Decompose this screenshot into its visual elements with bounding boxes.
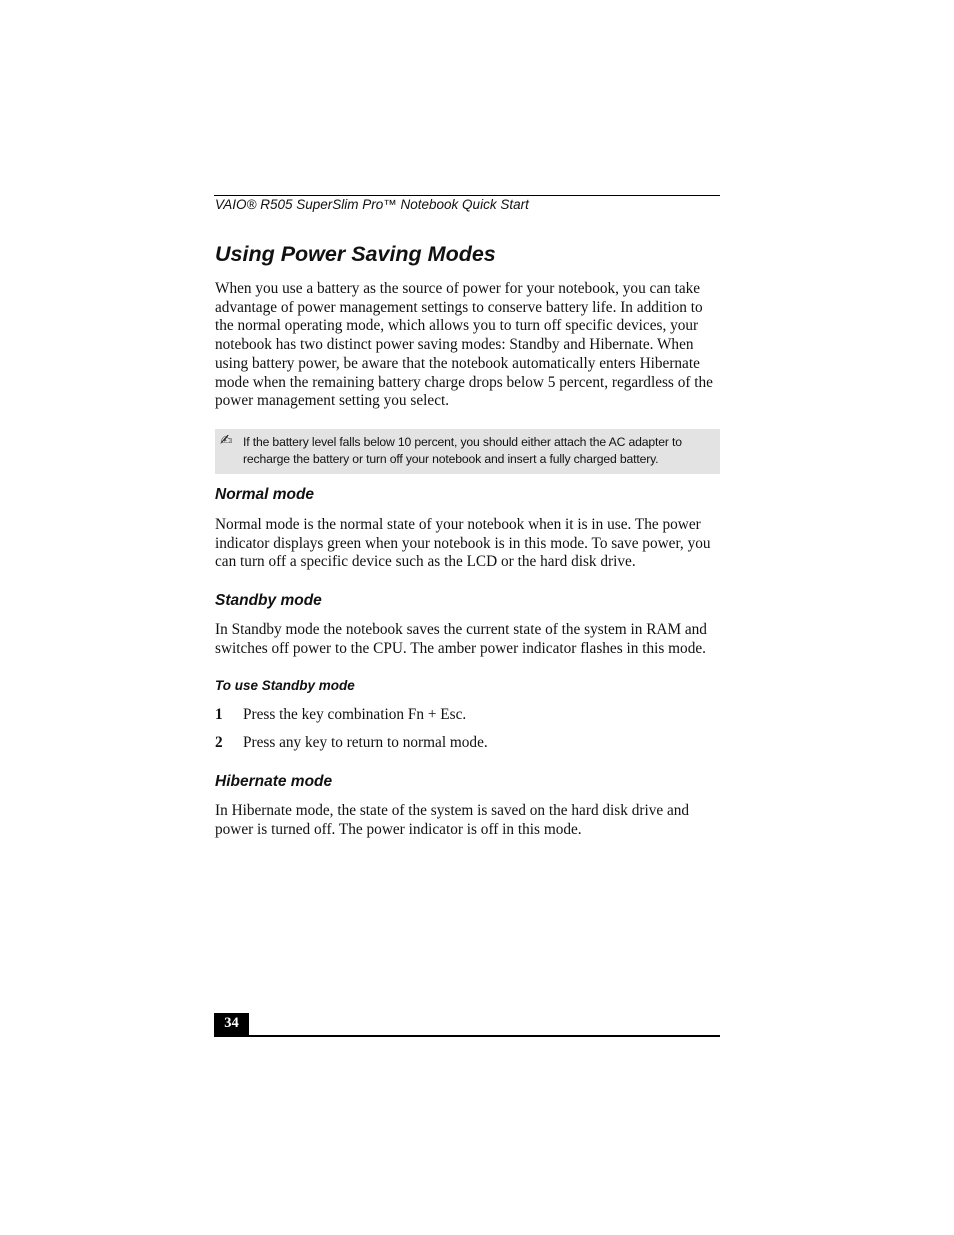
normal-mode-heading: Normal mode [215, 486, 315, 503]
step-text: Press the key combination Fn + Esc. [243, 706, 467, 723]
note-text: If the battery level falls below 10 percent, you should either attach the AC adapter to recharge the battery or turn off your notebook and insert a fully charged battery. [243, 435, 682, 466]
note-box [215, 429, 720, 474]
page-number: 34 [224, 1015, 239, 1031]
hibernate-mode-paragraph: In Hibernate mode, the state of the system is saved on the hard disk drive and power is turned off. The power indicator is off in this mode. [215, 802, 690, 838]
normal-mode-paragraph: Normal mode is the normal state of your notebook when it is in use. The power indicator displays green when your notebook is in this mode. To save power, you can turn off a specific device such as the LCD or the hard disk drive. [215, 516, 711, 571]
page-title: Using Power Saving Modes [215, 242, 496, 266]
standby-mode-heading: Standby mode [215, 592, 322, 609]
page-number-badge [214, 1013, 249, 1036]
header-rule [214, 195, 720, 196]
step-text: Press any key to return to normal mode. [243, 734, 488, 751]
step-number: 1 [215, 706, 223, 723]
standby-procedure-heading: To use Standby mode [215, 678, 355, 693]
standby-mode-paragraph: In Standby mode the notebook saves the current state of the system in RAM and switches off power to the CPU. The amber power indicator flashes in this mode. [215, 621, 707, 657]
hibernate-mode-heading: Hibernate mode [215, 773, 333, 790]
intro-paragraph: When you use a battery as the source of power for your notebook, you can take advantage of power management settings to conserve battery life. In addition to the normal operating mode, which allows you to turn off specific devices, your notebook has two distinct power saving modes: Standby and Hibernate. When using battery power, be aware that the notebook automatically enters Hibernate mode when the remaining battery charge drops below 5 percent, regardless of the power management setting you select. [215, 280, 713, 410]
step-number: 2 [215, 734, 223, 751]
footer-rule [214, 1035, 720, 1037]
running-header: VAIO® R505 SuperSlim Pro™ Notebook Quick Start [215, 197, 529, 212]
pencil-note-icon: ✍ [220, 431, 233, 449]
